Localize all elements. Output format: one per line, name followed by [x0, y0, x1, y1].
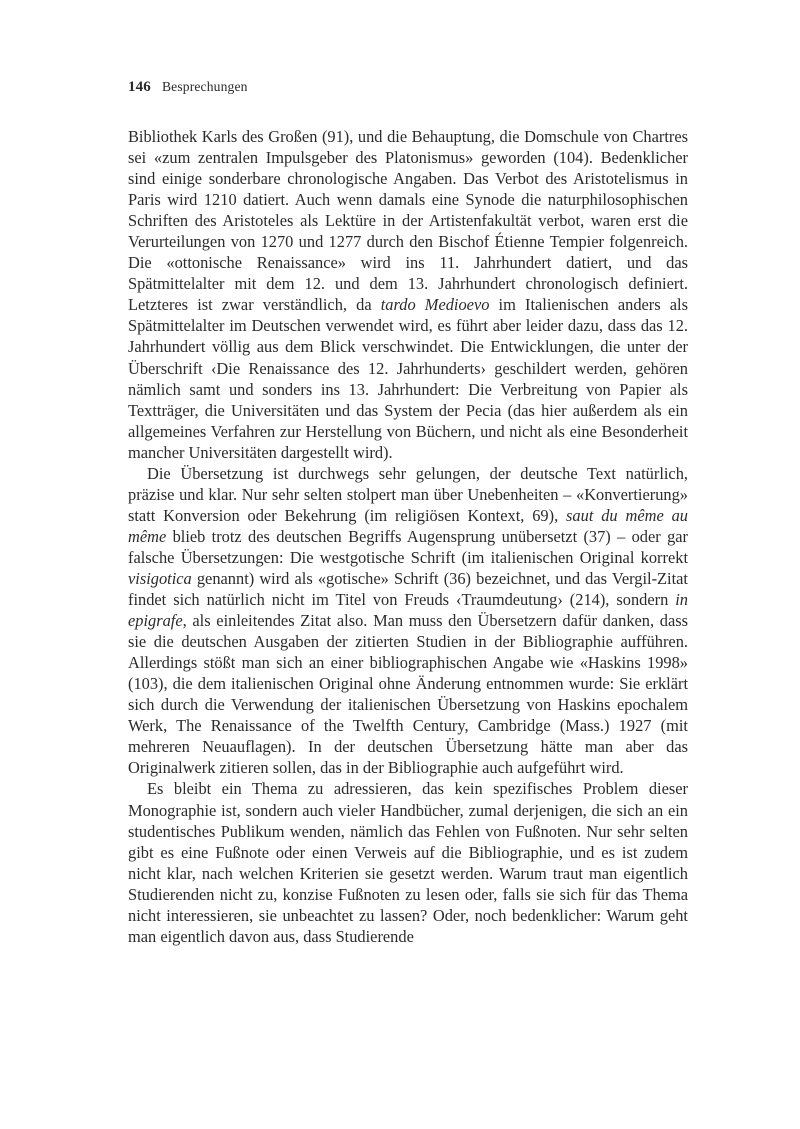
- italic-run: tardo Medioevo: [380, 295, 490, 315]
- text-run: im Italienischen anders als Spätmittelalter im Deutschen verwendet wird, es führt aber leider dazu, dass das 12. Jahrhundert völlig aus dem Blick verschwindet. Die Entwicklungen, die unter der Überschrift ‹Die Renaissance des 12. Jahrhunderts› geschildert werden, gehören nämlich samt und sonders ins 13. Jahrhundert: Die Verbreitung von Papier als Textträger, die Universitäten und das System der Pecia (das hier außerdem als ein allgemeines Verfahren zur Herstellung von Büchern, und nicht als eine Besonderheit mancher Universitäten dargestellt wird).: [128, 295, 688, 462]
- italic-run: in epigrafe: [128, 590, 688, 631]
- text-run: Es bleibt ein Thema zu adressieren, das kein spezifisches Problem dieser Monographie ist, sondern auch vieler Handbücher, zumal derjenigen, die sich an ein studentisches Publikum wenden, nämlich das Fehlen von Fußnoten. Nur sehr selten gibt es eine Fußnote oder einen Verweis auf die Bibliographie, und es ist zudem nicht klar, nach welchen Kriterien sie gesetzt werden. Warum traut man eigentlich Studierenden nicht zu, konzise Fußnoten zu lesen oder, falls sie sich für das Thema nicht interessieren, sie unbeachtet zu lassen? Oder, noch bedenklicher: Warum geht man eigentlich davon aus, dass Studierende: [128, 779, 688, 946]
- page-number: 146: [128, 79, 151, 95]
- italic-run: visigotica: [128, 568, 192, 588]
- text-run: blieb trotz des deutschen Begriffs Augensprung unübersetzt (37) – oder gar falsche Übersetzungen: Die westgotische Schrift (im italienischen Original korrekt: [128, 526, 688, 567]
- italic-run: saut du même au même: [128, 505, 688, 546]
- text-run: Die Übersetzung ist durchwegs sehr gelungen, der deutsche Text natürlich, präzise und klar. Nur sehr selten stolpert man über Unebenheiten – «Konvertierung» statt Konversion oder Bekehrung (im religiösen Kontext, 69),: [128, 463, 688, 525]
- text-run: , als einleitendes Zitat also. Man muss den Übersetzern dafür danken, dass sie die deutschen Ausgaben der zitierten Studien in der Bibliographie aufführen. Allerdings stößt man sich an einer bibliographischen Angabe wie «Haskins 1998» (103), die dem italienischen Original ohne Änderung entnommen wurde: Sie erklärt sich durch die Verwendung der italienischen Übersetzung von Haskins epochalem Werk, The Renaissance of the Twelfth Century, Cambridge (Mass.) 1927 (mit mehreren Neuauflagen). In der deutschen Übersetzung hätte man aber das Originalwerk zitieren sollen, das in der Bibliographie auch aufgeführt wird.: [128, 611, 688, 778]
- running-head: [128, 78, 688, 96]
- body-text: [128, 126, 688, 947]
- paragraph: [128, 463, 688, 779]
- text-run: Bibliothek Karls des Großen (91), und die Behauptung, die Domschule von Chartres sei «zum zentralen Impulsgeber des Platonismus» geworden (104). Bedenklicher sind einige sonderbare chronologische Angaben. Das Verbot des Aristotelismus in Paris wird 1210 datiert. Auch wenn damals eine Synode die naturphilosophischen Schriften des Aristoteles als Lektüre in der Artistenfakultät verbot, waren erst die Verurteilungen von 1270 und 1277 durch den Bischof Étienne Tempier folgenreich. Die «ottonische Renaissance» wird ins 11. Jahrhundert datiert, und das Spätmittelalter mit dem 12. und dem 13. Jahrhundert chronologisch definiert. Letzteres ist zwar verständlich, da: [128, 127, 688, 315]
- running-head-title: Besprechungen: [161, 79, 248, 94]
- text-run: genannt) wird als «gotische» Schrift (36) bezeichnet, und das Vergil-Zitat findet sich natürlich nicht im Titel von Freuds ‹Traumdeutung› (214), sondern: [128, 568, 688, 610]
- page-content-frame: [128, 78, 688, 947]
- paragraph: [128, 126, 688, 463]
- paragraph: [128, 778, 688, 946]
